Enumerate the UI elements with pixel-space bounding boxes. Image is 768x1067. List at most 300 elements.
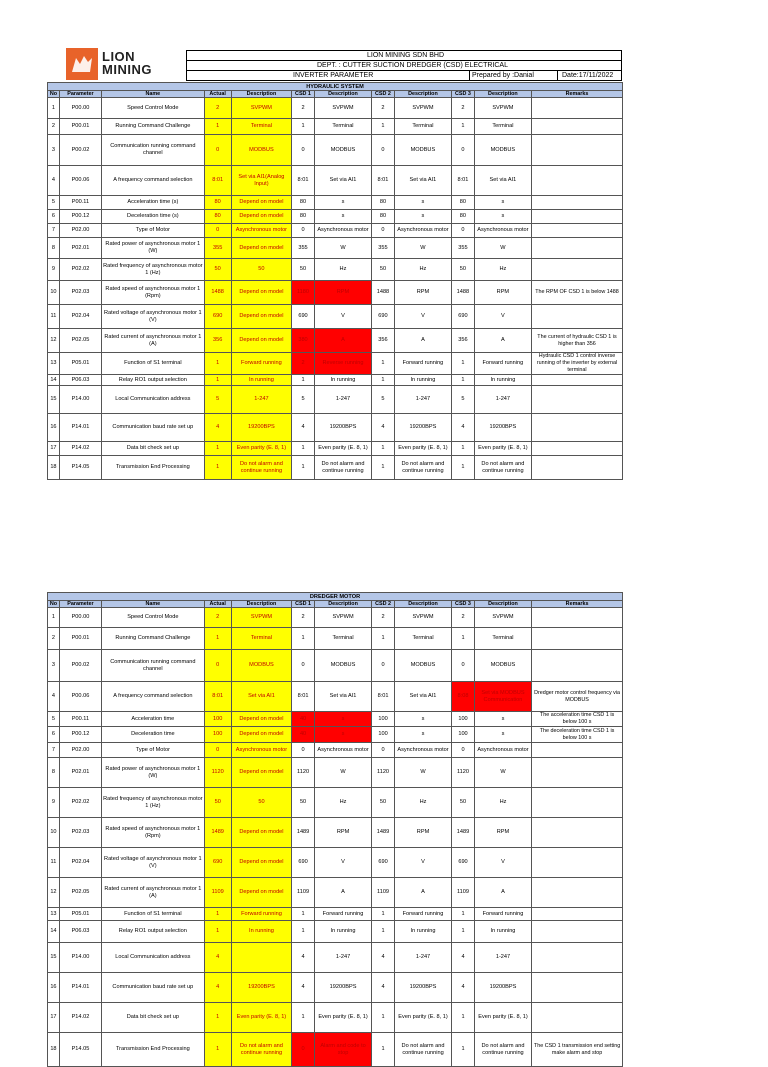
csd3-value: 4	[452, 414, 475, 442]
actual-description: MODBUS	[231, 650, 292, 682]
csd3-description: Do not alarm and continue running	[474, 456, 531, 480]
row-number: 7	[48, 743, 60, 758]
csd1-value: 1	[292, 921, 315, 943]
csd2-value: 0	[372, 743, 395, 758]
csd1-value: 2	[292, 608, 315, 628]
parameter-code: P02.00	[59, 743, 101, 758]
actual-value: 100	[204, 712, 231, 727]
csd1-value: 4	[292, 414, 315, 442]
actual-value: 1	[204, 921, 231, 943]
csd2-description: MODBUS	[394, 135, 451, 166]
csd1-value: 690	[292, 305, 315, 329]
parameter-code: P06.03	[59, 921, 101, 943]
parameter-name: Rated voltage of asynchronous motor 1 (V)	[102, 305, 205, 329]
column-header: CSD 2	[372, 91, 395, 98]
csd1-description: Forward running	[314, 908, 371, 921]
row-number: 13	[48, 908, 60, 921]
remarks	[532, 238, 623, 259]
column-header: Description	[474, 91, 531, 98]
csd1-description: RPM	[314, 281, 371, 305]
parameter-code: P14.01	[59, 973, 101, 1003]
remarks	[532, 414, 623, 442]
actual-value: 0	[204, 650, 231, 682]
parameter-code: P05.01	[59, 353, 101, 375]
table-row	[48, 196, 623, 210]
csd3-description: Hz	[474, 259, 531, 281]
row-number: 8	[48, 238, 60, 259]
parameter-name: A frequency command selection	[102, 166, 205, 196]
csd3-value: 1	[452, 442, 475, 456]
row-number: 3	[48, 650, 60, 682]
parameter-code: P00.01	[59, 628, 101, 650]
csd2-value: 4	[372, 414, 395, 442]
remarks: Dredger motor control frequency via MODBUS	[532, 682, 623, 712]
csd1-value: 0	[292, 224, 315, 238]
table-row	[48, 788, 623, 818]
csd3-description: RPM	[474, 818, 531, 848]
csd3-description: W	[474, 758, 531, 788]
parameter-code: P00.06	[59, 682, 101, 712]
table-row	[48, 1033, 623, 1067]
parameter-code: P14.00	[59, 386, 101, 414]
actual-value: 50	[204, 788, 231, 818]
document-header	[186, 50, 622, 81]
actual-value: 2	[204, 98, 231, 119]
csd2-value: 1	[372, 375, 395, 386]
table-row	[48, 943, 623, 973]
actual-value: 1	[204, 1003, 231, 1033]
remarks	[532, 259, 623, 281]
column-header: Description	[314, 91, 371, 98]
csd1-description: Even parity (E. 8, 1)	[314, 1003, 371, 1033]
csd2-value: 0	[372, 224, 395, 238]
logo-line1: LION	[102, 49, 136, 64]
csd2-description: Hz	[394, 788, 451, 818]
parameter-code: P02.01	[59, 238, 101, 259]
dept-row	[186, 61, 622, 71]
csd3-description: In running	[474, 375, 531, 386]
actual-description: Depend on model	[231, 196, 292, 210]
csd3-description: 19200BPS	[474, 973, 531, 1003]
csd1-description: Terminal	[314, 119, 371, 135]
table-row	[48, 908, 623, 921]
row-number: 8	[48, 758, 60, 788]
csd2-description: s	[394, 210, 451, 224]
parameter-name: Rated speed of asynchronous motor 1 (Rpm)	[102, 818, 205, 848]
parameter-name: Rated power of asynchronous motor 1 (W)	[102, 758, 205, 788]
csd2-description: A	[394, 878, 451, 908]
remarks: Hydraulic CSD 1 control inverse running of the inverter by external terminal	[532, 353, 623, 375]
table-row	[48, 224, 623, 238]
csd2-value: 1	[372, 456, 395, 480]
csd2-value: 50	[372, 259, 395, 281]
row-number: 5	[48, 196, 60, 210]
table-row	[48, 281, 623, 305]
actual-description: Depend on model	[231, 758, 292, 788]
row-number: 18	[48, 456, 60, 480]
csd3-description: A	[474, 329, 531, 353]
row-number: 4	[48, 166, 60, 196]
csd1-value: 0	[292, 743, 315, 758]
table-row	[48, 166, 623, 196]
table-row	[48, 650, 623, 682]
csd3-value: 1	[452, 353, 475, 375]
column-header: CSD 1	[292, 91, 315, 98]
csd1-description: Set via AI1	[314, 166, 371, 196]
actual-description: 1-247	[231, 386, 292, 414]
row-number: 6	[48, 727, 60, 743]
csd1-description: Reverse running	[314, 353, 371, 375]
row-number: 9	[48, 788, 60, 818]
column-header: Description	[394, 601, 451, 608]
parameter-name: Function of S1 terminal	[102, 353, 205, 375]
csd2-description: Even parity (E. 8, 1)	[394, 1003, 451, 1033]
csd3-value: 1488	[452, 281, 475, 305]
table-row	[48, 135, 623, 166]
column-header: CSD 3	[452, 91, 475, 98]
row-number: 11	[48, 848, 60, 878]
csd3-value: 0	[452, 743, 475, 758]
csd1-value: 40	[292, 727, 315, 743]
remarks	[532, 650, 623, 682]
table-title: DREDGER MOTOR	[48, 593, 623, 601]
parameter-name: Communication running command channel	[102, 135, 205, 166]
actual-description: SVPWM	[231, 98, 292, 119]
remarks: The current of hydraulic CSD 1 is higher than 356	[532, 329, 623, 353]
csd1-description: W	[314, 758, 371, 788]
csd3-description: Even parity (E. 8, 1)	[474, 1003, 531, 1033]
actual-description: Do not alarm and continue running	[231, 1033, 292, 1067]
actual-value: 1120	[204, 758, 231, 788]
actual-description: Set via AI1	[231, 682, 292, 712]
table-row	[48, 259, 623, 281]
csd2-value: 100	[372, 712, 395, 727]
parameter-name: Rated voltage of asynchronous motor 1 (V)	[102, 848, 205, 878]
actual-value: 4	[204, 414, 231, 442]
csd3-value: 1	[452, 375, 475, 386]
table-row	[48, 712, 623, 727]
csd1-value: 5	[292, 386, 315, 414]
parameter-code: P14.00	[59, 943, 101, 973]
remarks	[532, 788, 623, 818]
column-header: Description	[314, 601, 371, 608]
parameter-code: P02.03	[59, 818, 101, 848]
csd2-description: s	[394, 712, 451, 727]
column-header: Description	[394, 91, 451, 98]
parameter-code: P00.06	[59, 166, 101, 196]
parameter-name: Deceleration time (s)	[102, 210, 205, 224]
csd3-value: 1120	[452, 758, 475, 788]
csd3-value: 356	[452, 329, 475, 353]
actual-description: Asynchronous motor	[231, 224, 292, 238]
table-title-row	[48, 83, 623, 91]
parameter-code: P14.02	[59, 1003, 101, 1033]
csd2-description: Do not alarm and continue running	[394, 1033, 451, 1067]
doc-title: INVERTER PARAMETER	[293, 72, 374, 79]
csd2-description: Set via AI1	[394, 166, 451, 196]
csd2-description: 1-247	[394, 386, 451, 414]
actual-value: 4	[204, 943, 231, 973]
csd3-value: 690	[452, 305, 475, 329]
parameter-name: Running Command Challenge	[102, 119, 205, 135]
actual-value: 1	[204, 1033, 231, 1067]
csd3-value: 50	[452, 788, 475, 818]
parameter-name: Rated power of asynchronous motor 1 (W)	[102, 238, 205, 259]
remarks	[532, 1003, 623, 1033]
remarks	[532, 628, 623, 650]
department: DEPT. : CUTTER SUCTION DREDGER (CSD) ELECTRICAL	[317, 62, 508, 69]
prepared-by: Prepared by :Danial	[469, 71, 534, 80]
csd1-value: 1	[292, 456, 315, 480]
parameter-name: Acceleration time	[102, 712, 205, 727]
csd2-description: s	[394, 196, 451, 210]
parameter-name: Communication running command channel	[102, 650, 205, 682]
actual-description: Depend on model	[231, 329, 292, 353]
actual-description	[231, 943, 292, 973]
csd3-value: 1	[452, 628, 475, 650]
actual-value: 1	[204, 628, 231, 650]
hydraulic-system-table	[47, 82, 623, 480]
actual-description: Do not alarm and continue running	[231, 456, 292, 480]
actual-description: Depend on model	[231, 727, 292, 743]
csd1-description: Set via AI1	[314, 682, 371, 712]
parameter-code: P02.01	[59, 758, 101, 788]
parameter-name: A frequency command selection	[102, 682, 205, 712]
parameter-name: Relay RO1 output selection	[102, 375, 205, 386]
remarks	[532, 224, 623, 238]
actual-value: 1	[204, 456, 231, 480]
csd2-description: Asynchronous motor	[394, 224, 451, 238]
parameter-name: Running Command Challenge	[102, 628, 205, 650]
csd2-value: 0	[372, 135, 395, 166]
actual-value: 1489	[204, 818, 231, 848]
remarks	[532, 943, 623, 973]
column-header-row	[48, 91, 623, 98]
parameter-name: Deceleration time	[102, 727, 205, 743]
parameter-name: Type of Motor	[102, 743, 205, 758]
parameter-name: Local Communication address	[102, 943, 205, 973]
csd2-description: Asynchronous motor	[394, 743, 451, 758]
row-number: 12	[48, 878, 60, 908]
remarks	[532, 743, 623, 758]
actual-value: 0	[204, 135, 231, 166]
csd2-description: 19200BPS	[394, 414, 451, 442]
remarks	[532, 758, 623, 788]
column-header: CSD 1	[292, 601, 315, 608]
csd2-value: 0	[372, 650, 395, 682]
actual-value: 2	[204, 608, 231, 628]
csd1-value: 4	[292, 943, 315, 973]
row-number: 16	[48, 973, 60, 1003]
actual-description: Depend on model	[231, 712, 292, 727]
table-row	[48, 727, 623, 743]
parameter-code: P02.02	[59, 259, 101, 281]
csd3-description: Hz	[474, 788, 531, 818]
parameter-name: Relay RO1 output selection	[102, 921, 205, 943]
csd3-description: SVPWM	[474, 98, 531, 119]
csd1-value: 1180	[292, 281, 315, 305]
table-row	[48, 1003, 623, 1033]
row-number: 10	[48, 281, 60, 305]
parameter-code: P02.00	[59, 224, 101, 238]
csd3-value: 1489	[452, 818, 475, 848]
parameter-name: Type of Motor	[102, 224, 205, 238]
remarks	[532, 375, 623, 386]
parameter-name: Rated speed of asynchronous motor 1 (Rpm)	[102, 281, 205, 305]
actual-description: Depend on model	[231, 238, 292, 259]
actual-value: 1	[204, 119, 231, 135]
csd3-value: 1	[452, 1003, 475, 1033]
csd1-description: RPM	[314, 818, 371, 848]
csd2-value: 1	[372, 908, 395, 921]
csd1-value: 0	[292, 135, 315, 166]
actual-value: 355	[204, 238, 231, 259]
csd1-description: MODBUS	[314, 650, 371, 682]
csd2-description: MODBUS	[394, 650, 451, 682]
actual-value: 690	[204, 305, 231, 329]
parameter-code: P00.11	[59, 196, 101, 210]
actual-description: MODBUS	[231, 135, 292, 166]
csd2-value: 80	[372, 196, 395, 210]
parameter-code: P00.11	[59, 712, 101, 727]
csd3-value: 50	[452, 259, 475, 281]
column-header: CSD 3	[452, 601, 475, 608]
csd1-description: Hz	[314, 259, 371, 281]
parameter-code: P02.04	[59, 848, 101, 878]
remarks	[532, 135, 623, 166]
csd3-description: Even parity (E. 8, 1)	[474, 442, 531, 456]
csd2-description: 19200BPS	[394, 973, 451, 1003]
csd2-value: 4	[372, 973, 395, 1003]
csd3-value: 4	[452, 973, 475, 1003]
csd2-value: 355	[372, 238, 395, 259]
csd2-value: 50	[372, 788, 395, 818]
parameter-code: P14.05	[59, 456, 101, 480]
table-row	[48, 353, 623, 375]
actual-description: Even parity (E. 8, 1)	[231, 442, 292, 456]
remarks	[532, 442, 623, 456]
csd1-value: 1109	[292, 878, 315, 908]
row-number: 15	[48, 386, 60, 414]
row-number: 1	[48, 98, 60, 119]
csd1-description: A	[314, 329, 371, 353]
csd3-value: 2	[452, 98, 475, 119]
parameter-code: P00.02	[59, 650, 101, 682]
csd2-description: Hz	[394, 259, 451, 281]
csd2-value: 1	[372, 353, 395, 375]
actual-description: Depend on model	[231, 210, 292, 224]
actual-value: 356	[204, 329, 231, 353]
parameter-code: P00.00	[59, 98, 101, 119]
actual-value: 1488	[204, 281, 231, 305]
row-number: 4	[48, 682, 60, 712]
row-number: 18	[48, 1033, 60, 1067]
company-row	[186, 50, 622, 61]
csd1-description: s	[314, 727, 371, 743]
csd1-description: Do not alarm and continue running	[314, 456, 371, 480]
csd3-description: Forward running	[474, 908, 531, 921]
actual-description: Depend on model	[231, 878, 292, 908]
csd3-description: Terminal	[474, 628, 531, 650]
csd1-description: 19200BPS	[314, 414, 371, 442]
table-row	[48, 329, 623, 353]
csd2-value: 1	[372, 1003, 395, 1033]
csd3-description: W	[474, 238, 531, 259]
csd3-value: 1	[452, 119, 475, 135]
csd3-description: In running	[474, 921, 531, 943]
csd1-description: In running	[314, 921, 371, 943]
csd2-description: SVPWM	[394, 608, 451, 628]
actual-value: 50	[204, 259, 231, 281]
csd2-description: Set via AI1	[394, 682, 451, 712]
remarks	[532, 921, 623, 943]
csd3-value: 4	[452, 943, 475, 973]
row-number: 14	[48, 921, 60, 943]
parameter-name: Speed Control Mode	[102, 98, 205, 119]
parameter-code: P02.05	[59, 878, 101, 908]
row-number: 16	[48, 414, 60, 442]
parameter-code: P14.02	[59, 442, 101, 456]
csd3-description: 1-247	[474, 386, 531, 414]
csd1-value: 1	[292, 375, 315, 386]
table-row	[48, 119, 623, 135]
csd1-value: 1	[292, 442, 315, 456]
actual-value: 1	[204, 353, 231, 375]
actual-value: 0	[204, 224, 231, 238]
csd2-description: Forward running	[394, 908, 451, 921]
parameter-name: Speed Control Mode	[102, 608, 205, 628]
csd2-description: In running	[394, 375, 451, 386]
actual-description: In running	[231, 921, 292, 943]
parameter-name: Rated current of asynchronous motor 1 (A)	[102, 329, 205, 353]
csd2-value: 1	[372, 1033, 395, 1067]
csd2-description: Do not alarm and continue running	[394, 456, 451, 480]
csd1-value: 2	[292, 98, 315, 119]
table-row	[48, 682, 623, 712]
row-number: 9	[48, 259, 60, 281]
csd1-description: V	[314, 848, 371, 878]
table-title: HYDRAULIC SYSTEM	[48, 83, 623, 91]
csd1-value: 8:01	[292, 166, 315, 196]
csd2-value: 356	[372, 329, 395, 353]
csd3-value: 690	[452, 848, 475, 878]
remarks: The deceleration time CSD 1 is below 100 s	[532, 727, 623, 743]
column-header: No	[48, 91, 60, 98]
parameter-name: Transmission End Processing	[102, 456, 205, 480]
parameter-code: P00.02	[59, 135, 101, 166]
parameter-name: Rated frequency of asynchronous motor 1 (Hz)	[102, 788, 205, 818]
remarks	[532, 305, 623, 329]
csd2-value: 8:01	[372, 682, 395, 712]
csd3-value: 5	[452, 386, 475, 414]
csd2-value: 1	[372, 628, 395, 650]
column-header: CSD 2	[372, 601, 395, 608]
row-number: 13	[48, 353, 60, 375]
table-row	[48, 305, 623, 329]
csd3-description: V	[474, 305, 531, 329]
actual-description: Depend on model	[231, 818, 292, 848]
csd3-description: s	[474, 712, 531, 727]
csd3-description: 19200BPS	[474, 414, 531, 442]
actual-value: 80	[204, 210, 231, 224]
actual-value: 1	[204, 375, 231, 386]
csd3-value: 1	[452, 456, 475, 480]
actual-description: Asynchronous motor	[231, 743, 292, 758]
csd1-description: 1-247	[314, 943, 371, 973]
csd1-value: 1	[292, 628, 315, 650]
actual-value: 100	[204, 727, 231, 743]
actual-description: 19200BPS	[231, 414, 292, 442]
